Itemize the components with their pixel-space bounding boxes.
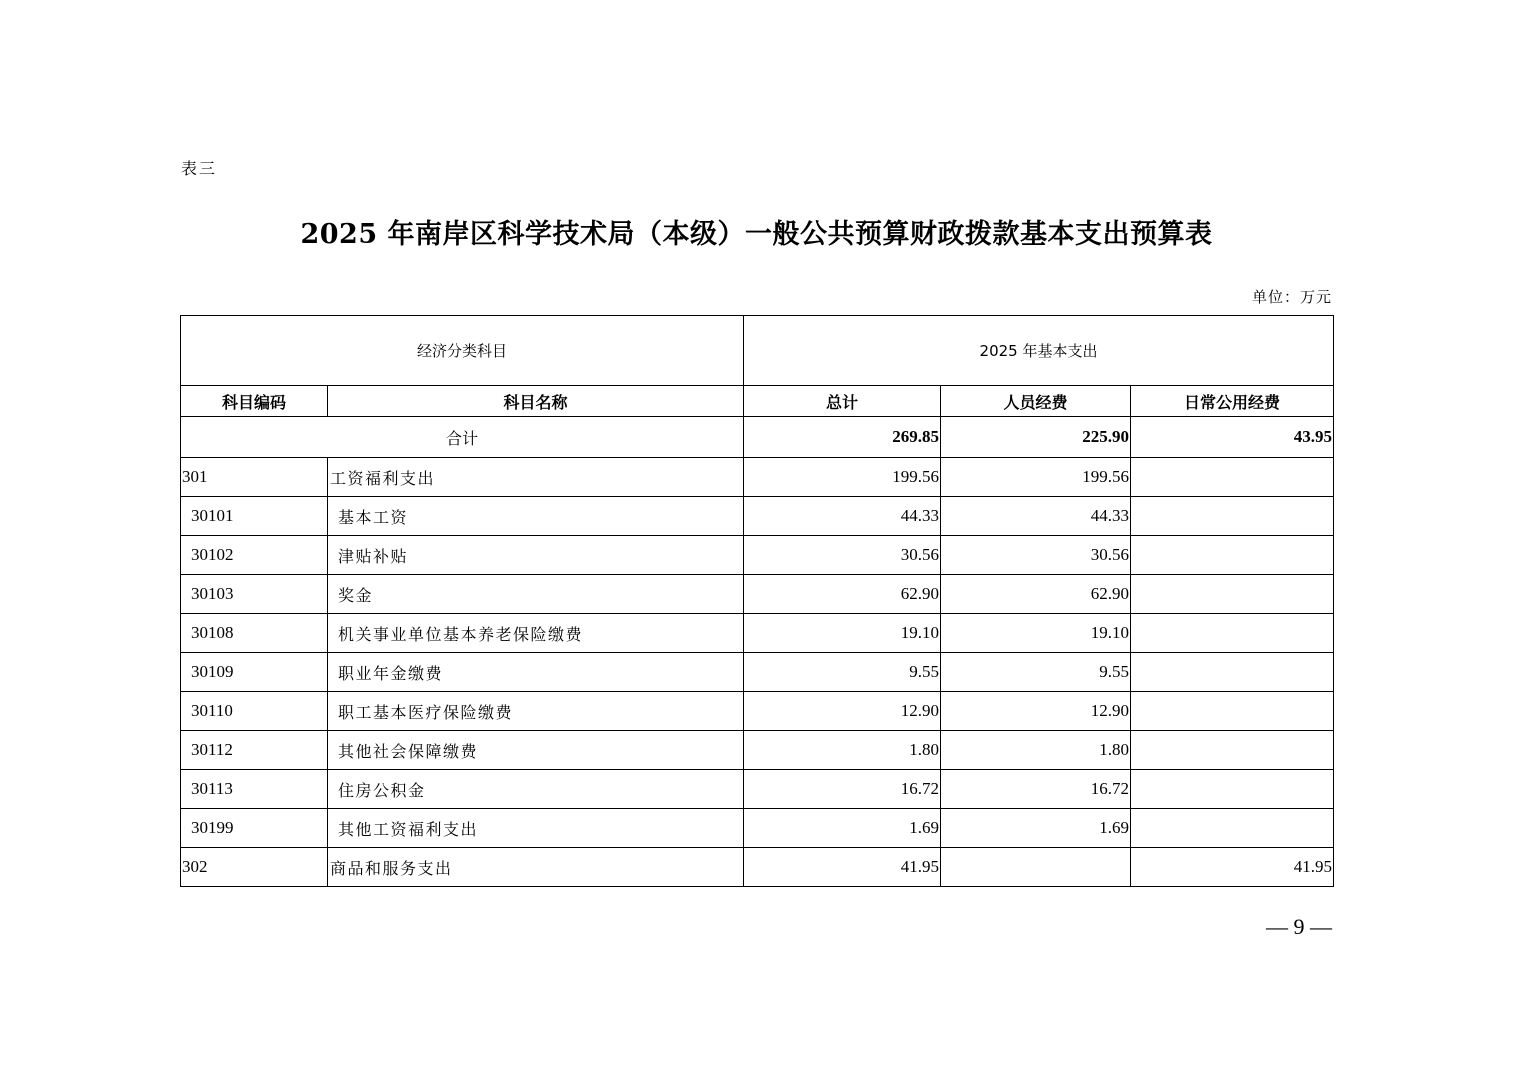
header-basic-expenditure: 2025 年基本支出 bbox=[744, 316, 1334, 386]
row-code: 30101 bbox=[181, 497, 328, 536]
row-name: 工资福利支出 bbox=[328, 458, 744, 497]
row-personnel: 199.56 bbox=[941, 458, 1131, 497]
row-personnel: 30.56 bbox=[941, 536, 1131, 575]
row-personnel bbox=[941, 848, 1131, 887]
row-code: 302 bbox=[181, 848, 328, 887]
row-name: 住房公积金 bbox=[328, 770, 744, 809]
table-row bbox=[181, 536, 1334, 575]
row-public bbox=[1131, 770, 1334, 809]
row-public bbox=[1131, 809, 1334, 848]
row-total: 12.90 bbox=[744, 692, 941, 731]
row-personnel: 44.33 bbox=[941, 497, 1131, 536]
table-row bbox=[181, 692, 1334, 731]
row-total: 9.55 bbox=[744, 653, 941, 692]
header-public: 日常公用经费 bbox=[1131, 386, 1334, 417]
row-code: 30103 bbox=[181, 575, 328, 614]
budget-table-body bbox=[181, 316, 1334, 887]
row-code: 30110 bbox=[181, 692, 328, 731]
row-name: 职业年金缴费 bbox=[328, 653, 744, 692]
row-name: 基本工资 bbox=[328, 497, 744, 536]
header-economic-category: 经济分类科目 bbox=[181, 316, 744, 386]
header-personnel: 人员经费 bbox=[941, 386, 1131, 417]
row-name: 职工基本医疗保险缴费 bbox=[328, 692, 744, 731]
table-row bbox=[181, 731, 1334, 770]
row-name: 津贴补贴 bbox=[328, 536, 744, 575]
row-name: 商品和服务支出 bbox=[328, 848, 744, 887]
row-public bbox=[1131, 575, 1334, 614]
row-total: 44.33 bbox=[744, 497, 941, 536]
row-personnel: 19.10 bbox=[941, 614, 1131, 653]
row-name: 机关事业单位基本养老保险缴费 bbox=[328, 614, 744, 653]
total-total: 269.85 bbox=[744, 417, 941, 458]
header-code: 科目编码 bbox=[181, 386, 328, 417]
row-total: 62.90 bbox=[744, 575, 941, 614]
total-row bbox=[181, 417, 1334, 458]
header-row-columns bbox=[181, 386, 1334, 417]
row-personnel: 62.90 bbox=[941, 575, 1131, 614]
row-code: 30108 bbox=[181, 614, 328, 653]
table-row bbox=[181, 497, 1334, 536]
header-name: 科目名称 bbox=[328, 386, 744, 417]
page-title: 2025 年南岸区科学技术局（本级）一般公共预算财政拨款基本支出预算表 bbox=[300, 219, 1213, 250]
row-code: 30113 bbox=[181, 770, 328, 809]
header-row-top bbox=[181, 316, 1334, 386]
row-public: 41.95 bbox=[1131, 848, 1334, 887]
row-code: 30109 bbox=[181, 653, 328, 692]
row-total: 199.56 bbox=[744, 458, 941, 497]
table-row bbox=[181, 575, 1334, 614]
row-code: 30199 bbox=[181, 809, 328, 848]
budget-table bbox=[180, 315, 1334, 887]
row-total: 30.56 bbox=[744, 536, 941, 575]
row-total: 16.72 bbox=[744, 770, 941, 809]
row-public bbox=[1131, 653, 1334, 692]
row-public bbox=[1131, 458, 1334, 497]
total-label: 合计 bbox=[181, 417, 744, 458]
row-total: 41.95 bbox=[744, 848, 941, 887]
row-public bbox=[1131, 731, 1334, 770]
row-total: 1.69 bbox=[744, 809, 941, 848]
row-name: 其他社会保障缴费 bbox=[328, 731, 744, 770]
table-row bbox=[181, 458, 1334, 497]
row-code: 301 bbox=[181, 458, 328, 497]
row-total: 19.10 bbox=[744, 614, 941, 653]
total-public: 43.95 bbox=[1131, 417, 1334, 458]
table-row bbox=[181, 770, 1334, 809]
total-personnel: 225.90 bbox=[941, 417, 1131, 458]
row-public bbox=[1131, 692, 1334, 731]
row-personnel: 16.72 bbox=[941, 770, 1131, 809]
row-public bbox=[1131, 536, 1334, 575]
row-public bbox=[1131, 614, 1334, 653]
table-row bbox=[181, 614, 1334, 653]
row-code: 30102 bbox=[181, 536, 328, 575]
row-public bbox=[1131, 497, 1334, 536]
row-total: 1.80 bbox=[744, 731, 941, 770]
row-personnel: 9.55 bbox=[941, 653, 1131, 692]
page-number: — 9 — bbox=[1266, 914, 1332, 939]
table-row bbox=[181, 809, 1334, 848]
row-name: 其他工资福利支出 bbox=[328, 809, 744, 848]
row-code: 30112 bbox=[181, 731, 328, 770]
header-total: 总计 bbox=[744, 386, 941, 417]
row-personnel: 1.80 bbox=[941, 731, 1131, 770]
row-personnel: 1.69 bbox=[941, 809, 1131, 848]
table-row bbox=[181, 848, 1334, 887]
row-personnel: 12.90 bbox=[941, 692, 1131, 731]
row-name: 奖金 bbox=[328, 575, 744, 614]
unit-note: 单位：万元 bbox=[1251, 288, 1332, 306]
table-row bbox=[181, 653, 1334, 692]
table-label: 表三 bbox=[181, 159, 218, 178]
